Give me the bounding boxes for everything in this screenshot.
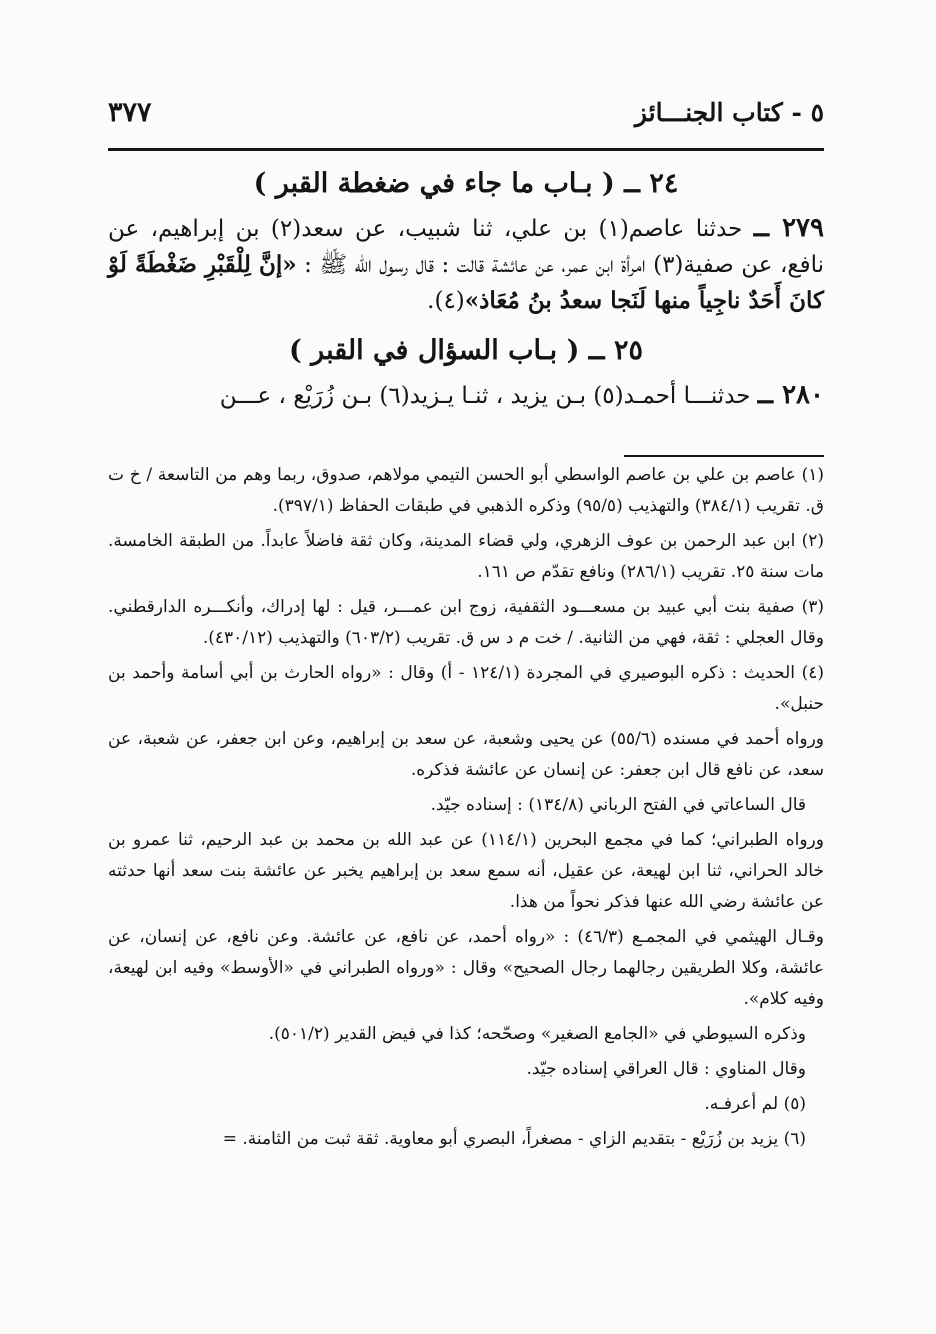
footnote-2: (٢) ابن عبد الرحمن بن عوف الزهري، ولي قضاء المدينة، وكان ثقة فاضلاً عابداً. من الطبقة الخامسة. مات سنة ٢٥. تقريب (٢٨٦/١) ونافع تقدّم ص ١٦١. [108,531,824,582]
footnote-3: (٣) صفية بنت أبي عبيد بن مسعـــود الثقفية، زوج ابن عمـــر، قيل : لها إدراك، وأنكـــره الدارقطني. وقال العجلي : ثقة، فهي من الثانية. / خت م د س ق. تقريب (٦٠٣/٢) والتهذيب (٤٣٠/١٢). [108,597,824,648]
footnote-4-para: قال الساعاتي في الفتح الرباني (١٣٤/٨) : إسناده جيّد. [430,795,806,815]
footnote-4-para: ورواه الطبراني؛ كما في مجمع البحرين (١١٤/١) عن عبد الله بن محمد بن عبد الرحيم، ثنا عمرو بن خالد الحراني، ثنا ابن لهيعة، عن عقيل، أنه سمع سعد بن إبراهيم يخبر عن عائشة بنت سعد أنها حدثته عن عائشة رضي الله عنها فذكر نحواً من هذا. [108,830,824,912]
hadith-isnad: حدثنا عاصم(١) بن علي، ثنا شبيب، عن سعد(٢) بن إبراهيم، عن نافع، عن صفية(٣) امرأة ابن عمر، عن عائشة قالت : قال رسول الله ﷺ : [108,216,825,278]
section-title-25: ٢٥ ــ ( بـاب السؤال في القبر ) [289,335,643,366]
footnote-4-para: ورواه أحمد في مسنده (٥٥/٦) عن يحيى وشعبة، عن سعد بن إبراهيم، وعن ابن جعفر، عن شعبة، عن سعد، عن نافع قال ابن جعفر: عن إنسان عن عائشة فذكره. [108,729,824,780]
page-header [108,88,824,136]
footnote-4: (٤) الحديث : ذكره البوصيري في المجردة (١٢٤/١ - أ) وقال : «رواه الحارث بن أبي أسامة وأحمد بن حنبل». [108,663,824,714]
hadith-isnad: حدثنـــا أحمـد(٥) بـن يزيد ، ثنـا يـزيد(٦) بـن زُرَيْع ، عـــن [219,383,751,409]
footnote-separator [624,455,824,457]
footnote-5: (٥) لم أعرفـه. [704,1094,806,1114]
footnote-1: (١) عاصم بن علي بن عاصم الواسطي أبو الحسن التيمي مولاهم، صدوق، ربما وهم من التاسعة / خ ت ق. تقريب (٣٨٤/١) والتهذيب (٩٥/٥) وذكره الذهبي في طبقات الحفاظ (٣٩٧/١). [108,465,824,516]
hadith-ref: (٤). [427,288,465,314]
footnote-4-para: وقال المناوي : قال العراقي إسناده جيّد. [526,1059,806,1079]
hadith-number: ٢٨٠ ــ [757,380,824,410]
hadith-matn: «إنَّ لِلْقَبْرِ ضَغْطَةً لَوْ كانَ أَحَدٌ ناجِياً منها لَنَجا سعدُ بنُ مُعَاذ» [108,251,824,314]
footnotes [108,460,824,1159]
header-rule [108,148,824,151]
hadith-279 [108,210,824,319]
main-text [108,152,824,414]
section-title-24: ٢٤ ــ ( بـاب ما جاء في ضغطة القبر ) [253,168,679,199]
chapter-title: ٥ - كتاب الجنـــائز [634,97,824,127]
footnote-4-para: وذكره السيوطي في «الجامع الصغير» وصحّحه؛ كذا في فيض القدير (٥٠١/٢). [268,1024,806,1044]
page-number: ٣٧٧ [108,96,152,128]
hadith-280 [108,377,824,414]
footnote-4-para: وقـال الهيثمي في المجمـع (٤٦/٣) : «رواه أحمد، عن نافع، عن عائشة. وعن نافع، عن إنسان، عن عائشة، وكلا الطريقين رجالهما رجال الصحيح» وقال : «ورواه الطبراني في «الأوسط» وفيه ابن لهيعة، وفيه كلام». [108,927,824,1009]
footnote-6: (٦) يزيد بن زُرَيْع - بتقديم الزاي - مصغراً، البصري أبو معاوية. ثقة ثبت من الثامنة. = [222,1129,806,1149]
hadith-number: ٢٧٩ ــ [753,213,824,243]
